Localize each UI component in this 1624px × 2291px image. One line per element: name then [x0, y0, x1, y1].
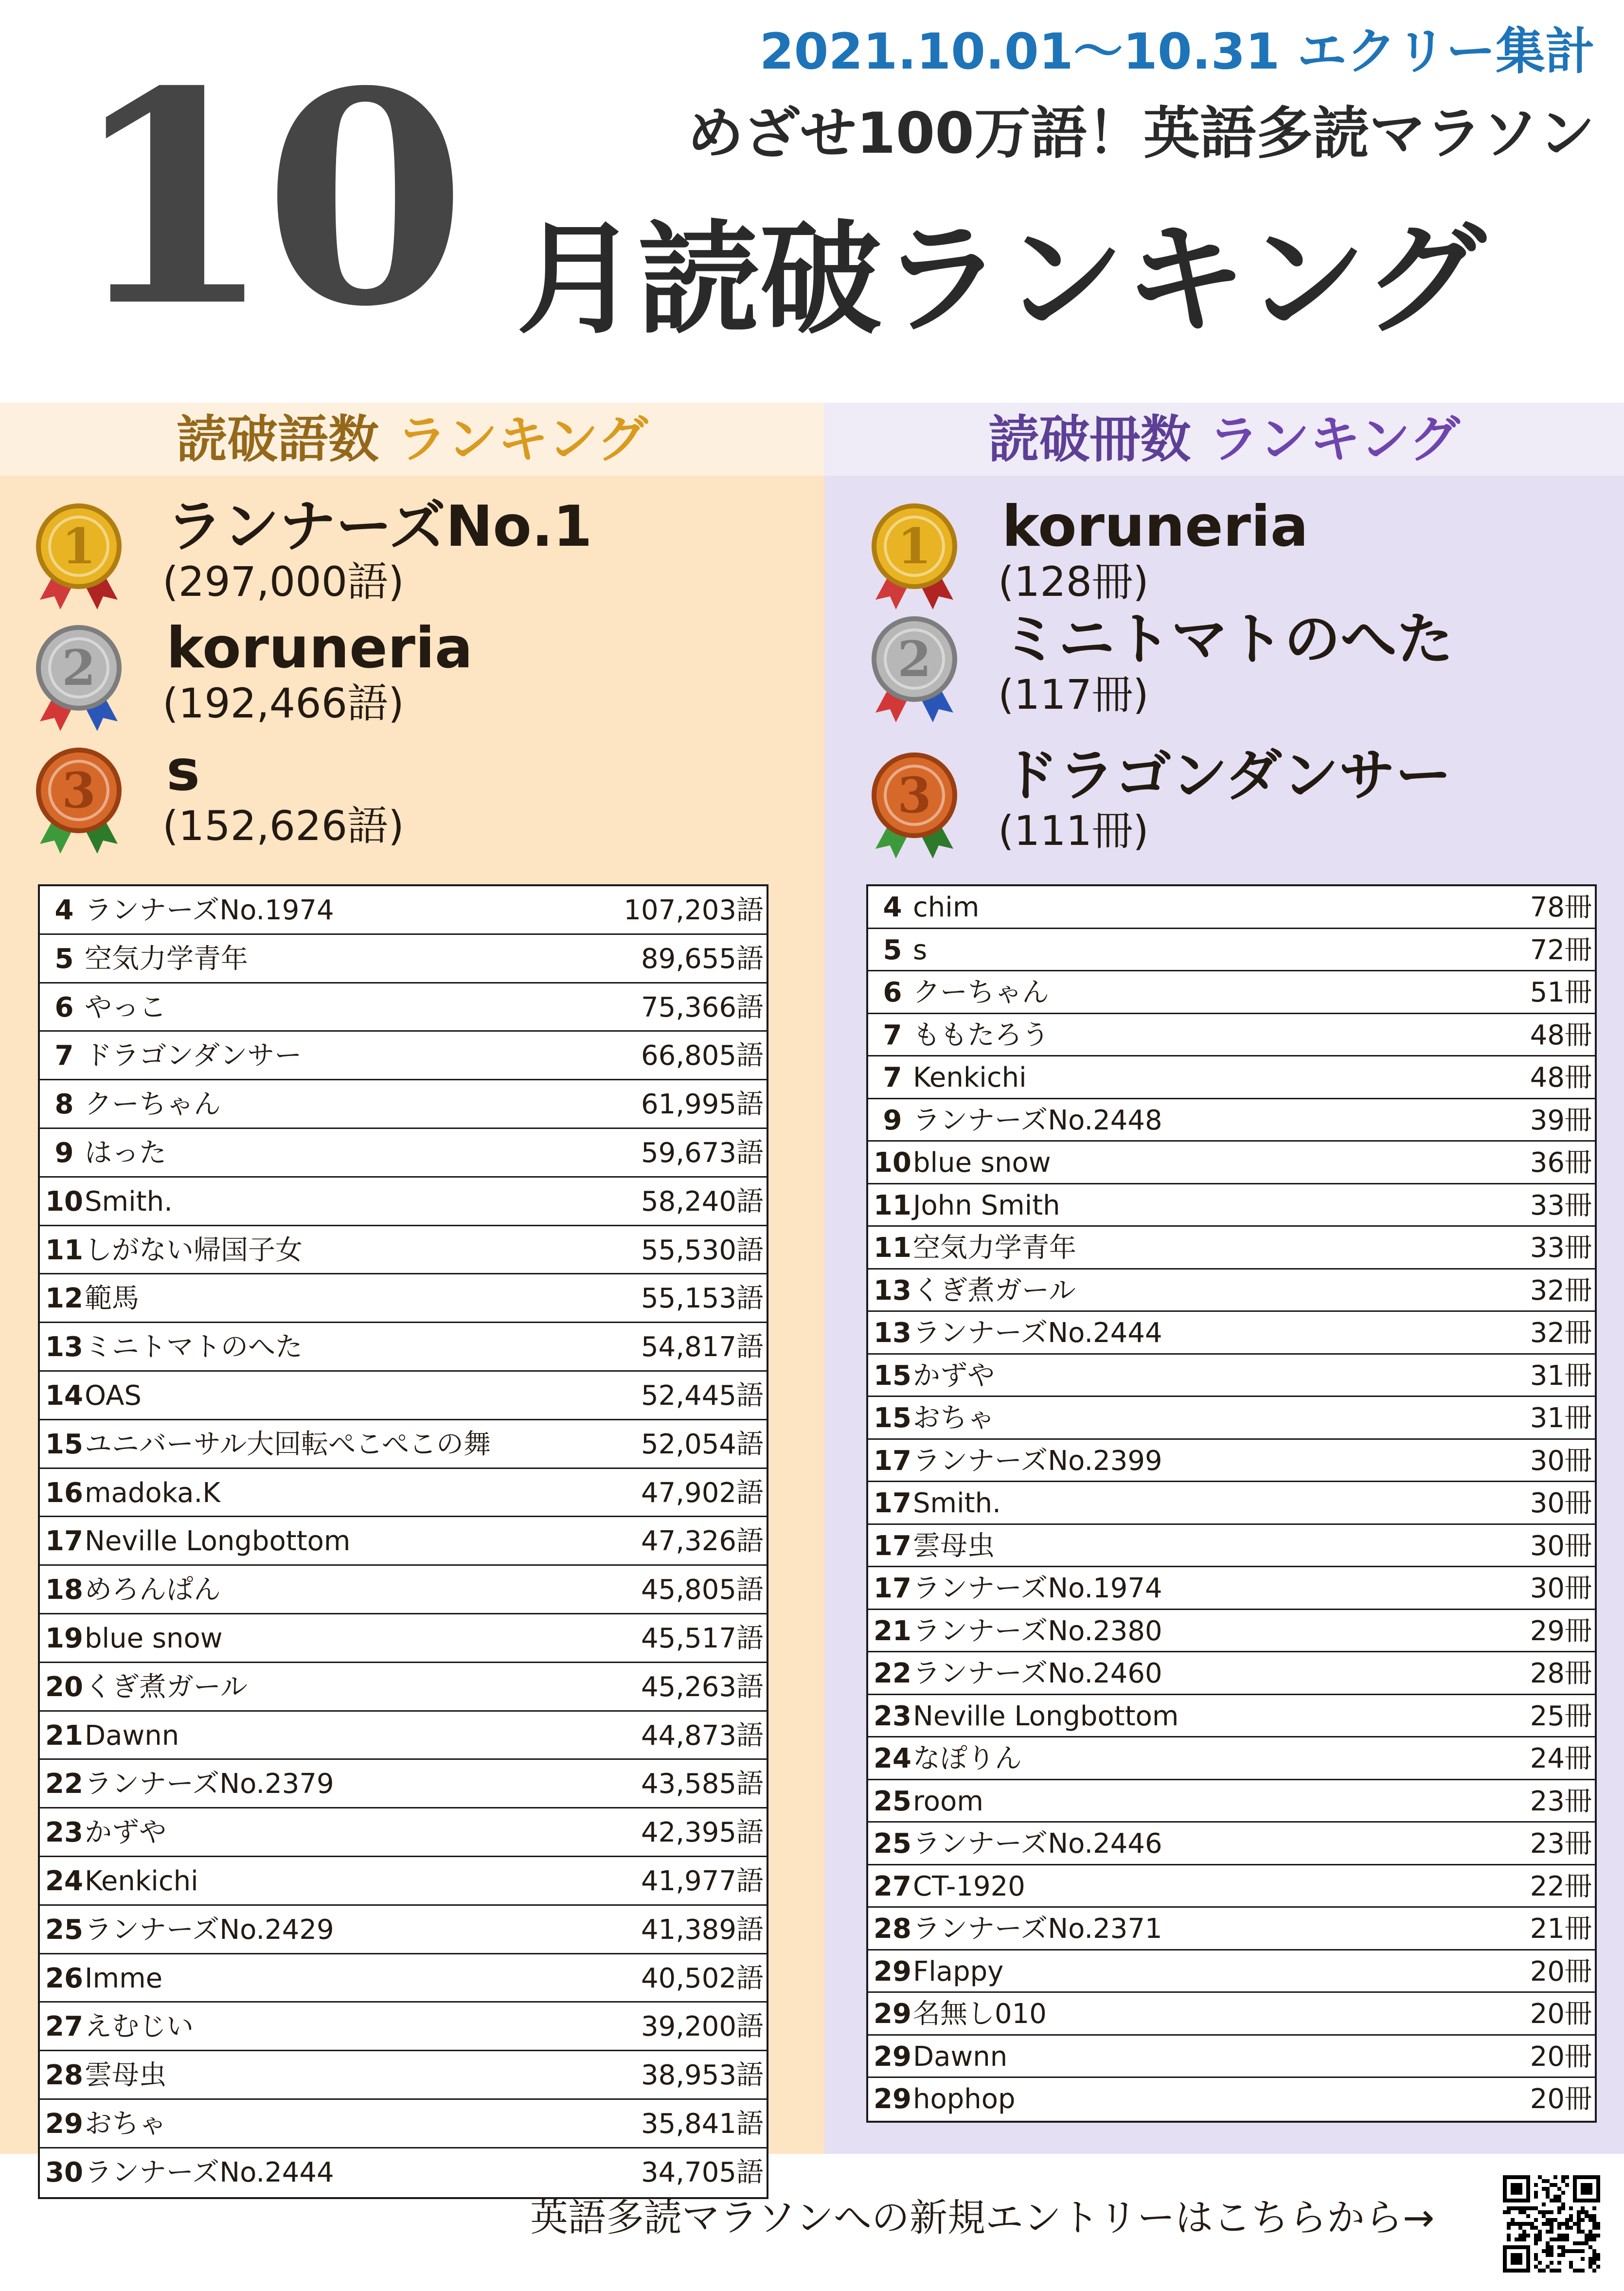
words-row-value: 34,705語 — [641, 2156, 764, 2188]
words-table-row — [40, 1226, 767, 1275]
words-row-rank: 23 — [45, 1817, 83, 1849]
books-table-row — [868, 1440, 1595, 1483]
books-table-row — [868, 1525, 1595, 1568]
words-row-value: 107,203語 — [624, 895, 764, 926]
books-ranking-header — [824, 403, 1624, 476]
words-row-value: 35,841語 — [641, 2108, 764, 2140]
books-row-rank: 7 — [883, 1062, 902, 1093]
words-table-row — [40, 1614, 767, 1663]
books-row-value: 22冊 — [1530, 1870, 1592, 1902]
words-row-rank: 13 — [45, 1331, 83, 1363]
books-row-name: Smith. — [913, 1487, 1001, 1519]
books-row-value: 30冊 — [1530, 1445, 1592, 1477]
books-row-value: 31冊 — [1530, 1402, 1592, 1434]
campaign-title: めざせ100万語！英語多読マラソン — [687, 101, 1595, 166]
books-row-name: hophop — [913, 2083, 1016, 2115]
words-row-value: 54,817語 — [641, 1331, 764, 1363]
books-row-value: 30冊 — [1530, 1573, 1592, 1604]
books-row-rank: 10 — [874, 1147, 911, 1179]
medal-number: 3 — [897, 767, 931, 824]
words-row-rank: 19 — [45, 1622, 83, 1654]
words-row-name: Imme — [85, 1962, 163, 1994]
words-row-value: 45,805語 — [641, 1574, 764, 1606]
words-row-name: blue snow — [85, 1622, 223, 1654]
words-row-rank: 24 — [45, 1865, 83, 1897]
gold-medal-icon — [866, 500, 963, 612]
books-row-name: room — [913, 1785, 983, 1817]
words-table-row — [40, 2148, 767, 2197]
words-row-value: 44,873語 — [641, 1719, 764, 1752]
books-row-rank: 25 — [874, 1828, 911, 1860]
books-table-row — [868, 1993, 1595, 2036]
books-row-value: 30冊 — [1530, 1487, 1592, 1519]
words-row-value: 55,530語 — [641, 1234, 764, 1266]
words-row-value: 41,389語 — [641, 1914, 764, 1946]
words-row-rank: 7 — [54, 1040, 74, 1072]
words-row-name: Dawnn — [85, 1719, 179, 1752]
words-table-row — [40, 1857, 767, 1906]
books-row-rank: 5 — [883, 934, 902, 966]
books-row-name: くぎ煮ガール — [913, 1274, 1076, 1307]
books-row-rank: 11 — [874, 1189, 911, 1221]
books-table-row — [868, 886, 1595, 929]
books-row-rank: 17 — [874, 1530, 911, 1562]
books-row-value: 20冊 — [1530, 2083, 1592, 2115]
books-row-name: かずや — [913, 1360, 995, 1392]
words-row-name: ランナーズNo.2379 — [85, 1768, 334, 1800]
words-table-row — [40, 1906, 767, 1954]
words-table-row — [40, 2003, 767, 2051]
words-row-rank: 28 — [45, 2059, 83, 2092]
words-row-rank: 4 — [54, 895, 74, 926]
words-row-value: 58,240語 — [641, 1185, 764, 1217]
books-table-row — [868, 1652, 1595, 1695]
words-table-row — [40, 1808, 767, 1857]
words-row-value: 55,153語 — [641, 1283, 764, 1315]
books-table-row — [868, 1014, 1595, 1057]
books-table-row — [868, 1865, 1595, 1908]
words-row-rank: 11 — [45, 1234, 83, 1266]
words-ranking-table — [38, 884, 768, 2199]
books-row-value: 28冊 — [1530, 1658, 1592, 1689]
books-row-rank: 23 — [874, 1700, 911, 1732]
books-row-name: ランナーズNo.2460 — [913, 1658, 1162, 1689]
words-row-rank: 14 — [45, 1379, 83, 1412]
words-row-name: クーちゃん — [85, 1089, 221, 1121]
words-row-rank: 25 — [45, 1914, 83, 1946]
books-row-rank: 17 — [874, 1487, 911, 1519]
books-row-value: 48冊 — [1530, 1019, 1592, 1051]
books-table-row — [868, 1737, 1595, 1780]
words-row-value: 47,326語 — [641, 1525, 764, 1557]
books-row-name: chim — [913, 892, 980, 923]
books-table-row — [868, 1312, 1595, 1355]
words-row-rank: 12 — [45, 1283, 83, 1315]
silver-medal-icon — [30, 622, 127, 734]
books-row-rank: 29 — [874, 2040, 911, 2073]
words-table-row — [40, 1469, 767, 1518]
words-row-name: ランナーズNo.2429 — [85, 1914, 334, 1946]
words-row-name: ランナーズNo.2444 — [85, 2156, 334, 2188]
books-podium-1-score: (128冊) — [998, 558, 1149, 606]
medal-number: 3 — [62, 762, 96, 819]
books-row-value: 32冊 — [1530, 1317, 1592, 1349]
words-row-rank: 10 — [45, 1185, 83, 1217]
words-row-rank: 5 — [54, 943, 74, 975]
words-row-name: Kenkichi — [85, 1865, 198, 1897]
words-row-rank: 22 — [45, 1768, 83, 1800]
books-row-rank: 15 — [874, 1360, 911, 1392]
books-podium-2-name: ミニトマトのへた — [1002, 607, 1453, 672]
words-row-value: 52,445語 — [641, 1379, 764, 1412]
books-table-row — [868, 1610, 1595, 1653]
books-row-name: なぽりん — [913, 1743, 1022, 1774]
words-row-rank: 20 — [45, 1671, 83, 1703]
words-row-value: 47,902語 — [641, 1477, 764, 1509]
words-row-rank: 18 — [45, 1574, 83, 1606]
books-row-rank: 13 — [874, 1274, 911, 1307]
books-table-row — [868, 1482, 1595, 1525]
books-row-rank: 22 — [874, 1658, 911, 1689]
words-row-value: 41,977語 — [641, 1865, 764, 1897]
books-row-rank: 6 — [883, 977, 902, 1008]
books-row-value: 33冊 — [1530, 1232, 1592, 1264]
words-row-value: 45,263語 — [641, 1671, 764, 1703]
books-row-rank: 27 — [874, 1870, 911, 1902]
words-row-rank: 30 — [45, 2156, 83, 2188]
books-table-row — [868, 1270, 1595, 1312]
books-row-rank: 17 — [874, 1445, 911, 1477]
books-row-value: 25冊 — [1530, 1700, 1592, 1732]
books-podium-3-name: ドラゴンダンサー — [1002, 743, 1452, 808]
books-row-name: ももたろう — [913, 1019, 1049, 1051]
books-podium-1-name: koruneria — [1002, 494, 1309, 559]
books-row-rank: 13 — [874, 1317, 911, 1349]
words-table-row — [40, 1323, 767, 1372]
books-table-row — [868, 1227, 1595, 1270]
books-row-rank: 17 — [874, 1573, 911, 1604]
books-row-value: 20冊 — [1530, 1998, 1592, 2030]
books-row-name: ランナーズNo.2380 — [913, 1615, 1162, 1647]
books-row-rank: 29 — [874, 1955, 911, 1987]
books-row-value: 78冊 — [1530, 892, 1592, 923]
words-row-name: Smith. — [85, 1185, 173, 1217]
books-table-row — [868, 1184, 1595, 1227]
books-row-value: 30冊 — [1530, 1530, 1592, 1562]
words-table-row — [40, 935, 767, 984]
words-row-value: 45,517語 — [641, 1622, 764, 1654]
words-row-name: 範馬 — [85, 1283, 139, 1315]
words-table-row — [40, 1760, 767, 1808]
books-row-name: 雲母虫 — [913, 1530, 995, 1562]
books-row-value: 33冊 — [1530, 1189, 1592, 1221]
words-row-value: 89,655語 — [641, 943, 764, 975]
books-row-name: Neville Longbottom — [913, 1700, 1179, 1732]
words-table-row — [40, 2051, 767, 2100]
bronze-medal-icon — [866, 749, 963, 861]
books-row-value: 32冊 — [1530, 1274, 1592, 1307]
words-row-value: 39,200語 — [641, 2011, 764, 2043]
books-row-name: Dawnn — [913, 2040, 1008, 2073]
books-table-row — [868, 1908, 1595, 1951]
words-row-name: はった — [85, 1137, 166, 1169]
books-table-row — [868, 1099, 1595, 1142]
books-row-value: 48冊 — [1530, 1062, 1592, 1093]
words-table-row — [40, 1032, 767, 1080]
words-table-row — [40, 1566, 767, 1614]
books-table-row — [868, 2036, 1595, 2078]
words-ranking-header — [0, 403, 824, 476]
words-row-name: ランナーズNo.1974 — [85, 895, 334, 926]
words-table-row — [40, 1663, 767, 1712]
words-row-name: ミニトマトのへた — [85, 1331, 303, 1363]
books-row-name: 空気力学青年 — [913, 1232, 1076, 1264]
books-table-row — [868, 929, 1595, 972]
period-label: 2021.10.01～10.31 エクリー集計 — [759, 23, 1595, 81]
words-row-rank: 26 — [45, 1962, 83, 1994]
words-row-name: OAS — [85, 1379, 142, 1412]
books-row-rank: 25 — [874, 1785, 911, 1817]
books-row-name: ランナーズNo.2371 — [913, 1913, 1162, 1945]
words-table-row — [40, 1420, 767, 1469]
books-row-name: Kenkichi — [913, 1062, 1027, 1093]
medal-number: 1 — [62, 518, 96, 575]
books-row-name: おちゃ — [913, 1402, 995, 1434]
words-row-name: かずや — [85, 1817, 166, 1849]
words-row-rank: 29 — [45, 2108, 83, 2140]
words-row-name: madoka.K — [85, 1477, 220, 1509]
books-row-value: 36冊 — [1530, 1147, 1592, 1179]
words-table-row — [40, 1129, 767, 1178]
books-table-row — [868, 1951, 1595, 1993]
page-title: 月読破ランキング — [517, 209, 1486, 350]
books-row-value: 21冊 — [1530, 1913, 1592, 1945]
books-row-value: 20冊 — [1530, 1955, 1592, 1987]
words-row-value: 59,673語 — [641, 1137, 764, 1169]
words-podium-3-name: s — [166, 738, 200, 804]
books-podium-3-score: (111冊) — [998, 807, 1149, 855]
books-row-name: s — [913, 934, 928, 966]
words-row-name: 雲母虫 — [85, 2059, 166, 2092]
words-podium-1-name: ランナーズNo.1 — [166, 494, 592, 559]
books-row-name: Flappy — [913, 1955, 1004, 1987]
books-table-row — [868, 1056, 1595, 1099]
entry-link-text[interactable]: 英語多読マラソンへの新規エントリーはこちらから→ — [530, 2196, 1435, 2240]
words-row-rank: 9 — [54, 1137, 74, 1169]
gold-medal-icon — [30, 500, 127, 612]
words-row-name: ユニバーサル大回転ぺこぺこの舞 — [85, 1428, 491, 1460]
books-row-value: 51冊 — [1530, 977, 1592, 1008]
words-row-value: 43,585語 — [641, 1768, 764, 1800]
books-row-rank: 11 — [874, 1232, 911, 1264]
medal-number: 2 — [62, 639, 96, 697]
medal-number: 2 — [897, 630, 931, 688]
words-row-value: 61,995語 — [641, 1089, 764, 1121]
books-table-row — [868, 971, 1595, 1014]
words-row-name: くぎ煮ガール — [85, 1671, 248, 1703]
words-table-row — [40, 1517, 767, 1566]
words-podium-2-score: (192,466語) — [162, 680, 404, 727]
words-row-rank: 15 — [45, 1428, 83, 1460]
books-table-row — [868, 2078, 1595, 2121]
words-row-rank: 27 — [45, 2011, 83, 2043]
words-table-row — [40, 1712, 767, 1760]
books-table-row — [868, 1695, 1595, 1738]
books-table-row — [868, 1567, 1595, 1610]
words-row-rank: 17 — [45, 1525, 83, 1557]
words-table-row — [40, 2100, 767, 2148]
words-row-value: 66,805語 — [641, 1040, 764, 1072]
books-row-name: ランナーズNo.2446 — [913, 1828, 1162, 1860]
words-row-name: しがない帰国子女 — [85, 1234, 303, 1266]
books-row-rank: 29 — [874, 2083, 911, 2115]
words-podium-3-score: (152,626語) — [162, 802, 404, 850]
books-row-rank: 9 — [883, 1104, 902, 1136]
books-table-row — [868, 1780, 1595, 1823]
books-row-rank: 7 — [883, 1019, 902, 1051]
words-podium-2-name: koruneria — [166, 615, 473, 681]
books-row-rank: 29 — [874, 1998, 911, 2030]
words-row-rank: 8 — [54, 1089, 74, 1121]
words-podium-1-score: (297,000語) — [162, 558, 404, 606]
books-row-value: 20冊 — [1530, 2040, 1592, 2073]
words-row-name: えむじい — [85, 2011, 194, 2043]
books-podium-2-score: (117冊) — [998, 671, 1149, 718]
books-row-name: John Smith — [913, 1189, 1060, 1221]
words-row-value: 42,395語 — [641, 1817, 764, 1849]
big-month-number: 10 — [70, 28, 457, 371]
books-row-value: 31冊 — [1530, 1360, 1592, 1392]
books-row-name: ランナーズNo.2399 — [913, 1445, 1162, 1477]
words-row-name: おちゃ — [85, 2108, 166, 2140]
books-table-row — [868, 1397, 1595, 1440]
bronze-medal-icon — [30, 744, 127, 856]
words-table-row — [40, 1372, 767, 1420]
books-row-rank: 4 — [883, 892, 902, 923]
books-table-row — [868, 1142, 1595, 1184]
words-row-value: 75,366語 — [641, 991, 764, 1023]
books-row-value: 23冊 — [1530, 1785, 1592, 1817]
words-row-name: めろんぱん — [85, 1574, 221, 1606]
books-row-rank: 21 — [874, 1615, 911, 1647]
books-row-name: ランナーズNo.2448 — [913, 1104, 1162, 1136]
books-row-rank: 28 — [874, 1913, 911, 1945]
books-ranking-title-prefix: 読破冊数 — [988, 410, 1191, 469]
books-row-value: 29冊 — [1530, 1615, 1592, 1647]
words-row-rank: 16 — [45, 1477, 83, 1509]
words-row-name: 空気力学青年 — [85, 943, 248, 975]
books-row-value: 24冊 — [1530, 1743, 1592, 1774]
words-table-row — [40, 1954, 767, 2003]
words-row-name: ドラゴンダンサー — [85, 1040, 302, 1072]
books-table-row — [868, 1823, 1595, 1865]
words-table-row — [40, 886, 767, 935]
books-row-name: CT-1920 — [913, 1870, 1025, 1902]
books-row-value: 39冊 — [1530, 1104, 1592, 1136]
books-ranking-title-suffix: ランキング — [1208, 410, 1460, 469]
books-row-value: 72冊 — [1530, 934, 1592, 966]
books-table-row — [868, 1355, 1595, 1397]
books-row-name: ランナーズNo.2444 — [913, 1317, 1162, 1349]
books-ranking-table — [866, 884, 1597, 2123]
medal-number: 1 — [897, 518, 931, 575]
words-row-rank: 6 — [54, 991, 74, 1023]
words-row-name: Neville Longbottom — [85, 1525, 351, 1557]
books-row-rank: 24 — [874, 1743, 911, 1774]
words-row-value: 52,054語 — [641, 1428, 764, 1460]
books-row-name: ランナーズNo.1974 — [913, 1573, 1162, 1604]
words-table-row — [40, 1178, 767, 1226]
books-row-name: 名無し010 — [913, 1998, 1047, 2030]
words-row-rank: 21 — [45, 1719, 83, 1752]
words-table-row — [40, 1274, 767, 1323]
words-ranking-title-suffix: ランキング — [396, 410, 648, 469]
books-row-name: blue snow — [913, 1147, 1051, 1179]
qr-code-icon[interactable] — [1503, 2175, 1600, 2273]
words-row-value: 38,953語 — [641, 2059, 764, 2092]
silver-medal-icon — [866, 613, 963, 725]
words-row-name: やっこ — [85, 991, 166, 1023]
words-ranking-title-prefix: 読破語数 — [176, 410, 379, 469]
words-table-row — [40, 1080, 767, 1129]
books-row-rank: 15 — [874, 1402, 911, 1434]
words-row-value: 40,502語 — [641, 1962, 764, 1994]
books-row-value: 23冊 — [1530, 1828, 1592, 1860]
books-row-name: クーちゃん — [913, 977, 1049, 1008]
words-table-row — [40, 984, 767, 1032]
